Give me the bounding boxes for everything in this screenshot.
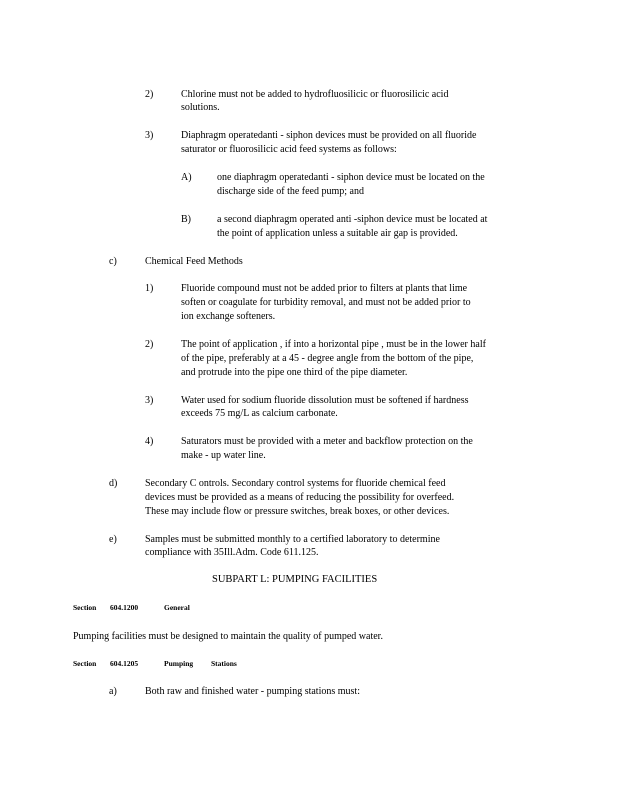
- paragraph-line: the point of application unless a suitable air gap is provided.: [217, 228, 458, 239]
- item-number: A): [181, 172, 192, 183]
- paragraph-line: Pumping facilities must be designed to maintain the quality of pumped water.: [73, 631, 383, 642]
- paragraph-line: These may include flow or pressure switches, break boxes, or other devices.: [145, 506, 450, 517]
- paragraph-line: one diaphragm operatedanti - siphon device must be located on the: [217, 172, 485, 183]
- paragraph-line: and protrude into the pipe one third of the pipe diameter.: [181, 367, 408, 378]
- item-number: c): [109, 256, 117, 267]
- paragraph-line: soften or coagulate for turbidity removal, and must not be added prior to: [181, 297, 471, 308]
- paragraph-line: exceeds 75 mg/L as calcium carbonate.: [181, 408, 338, 419]
- paragraph-line: of the pipe, preferably at a 45 - degree angle from the bottom of the pipe,: [181, 353, 474, 364]
- item-number: 2): [145, 339, 154, 350]
- paragraph-line: The point of application , if into a horizontal pipe , must be in the lower half: [181, 339, 486, 350]
- section-label: Section: [73, 659, 97, 668]
- item-number: 2): [145, 89, 154, 100]
- paragraph-line: compliance with 35Ill.Adm. Code 611.125.: [145, 547, 319, 558]
- section-title: Pumping: [164, 659, 194, 668]
- paragraph-line: discharge side of the feed pump; and: [217, 186, 364, 197]
- paragraph-line: Saturators must be provided with a meter and backflow protection on the: [181, 436, 473, 447]
- section-title: Stations: [211, 659, 237, 668]
- section-title: General: [164, 603, 190, 612]
- paragraph-line: a second diaphragm operated anti -siphon device must be located at: [217, 214, 488, 225]
- paragraph-line: devices must be provided as a means of reducing the possibility for overfeed.: [145, 492, 455, 503]
- subpart-heading: SUBPART L: PUMPING FACILITIES: [212, 574, 378, 585]
- item-number: a): [109, 686, 117, 697]
- section-number: 604.1205: [110, 659, 139, 668]
- paragraph-line: saturator or fluorosilicic acid feed systems as follows:: [181, 144, 397, 155]
- paragraph-line: Water used for sodium fluoride dissolution must be softened if hardness: [181, 395, 469, 406]
- item-number: d): [109, 478, 118, 489]
- item-number: B): [181, 214, 191, 225]
- item-number: e): [109, 534, 117, 545]
- paragraph-line: Chlorine must not be added to hydrofluosilicic or fluorosilicic acid: [181, 89, 449, 100]
- subheading: Chemical Feed Methods: [145, 256, 243, 267]
- paragraph-line: make - up water line.: [181, 450, 266, 461]
- paragraph-line: Fluoride compound must not be added prior to filters at plants that lime: [181, 283, 468, 294]
- paragraph-line: Diaphragm operatedanti - siphon devices must be provided on all fluoride: [181, 130, 477, 141]
- paragraph-line: Both raw and finished water - pumping stations must:: [145, 686, 360, 697]
- item-number: 3): [145, 395, 154, 406]
- section-label: Section: [73, 603, 97, 612]
- section-number: 604.1200: [110, 603, 139, 612]
- item-number: 1): [145, 283, 154, 294]
- paragraph-line: Samples must be submitted monthly to a certified laboratory to determine: [145, 534, 440, 545]
- item-number: 4): [145, 436, 154, 447]
- paragraph-line: solutions.: [181, 102, 220, 113]
- paragraph-line: Secondary C ontrols. Secondary control systems for fluoride chemical feed: [145, 478, 446, 489]
- paragraph-line: ion exchange softeners.: [181, 311, 276, 322]
- item-number: 3): [145, 130, 154, 141]
